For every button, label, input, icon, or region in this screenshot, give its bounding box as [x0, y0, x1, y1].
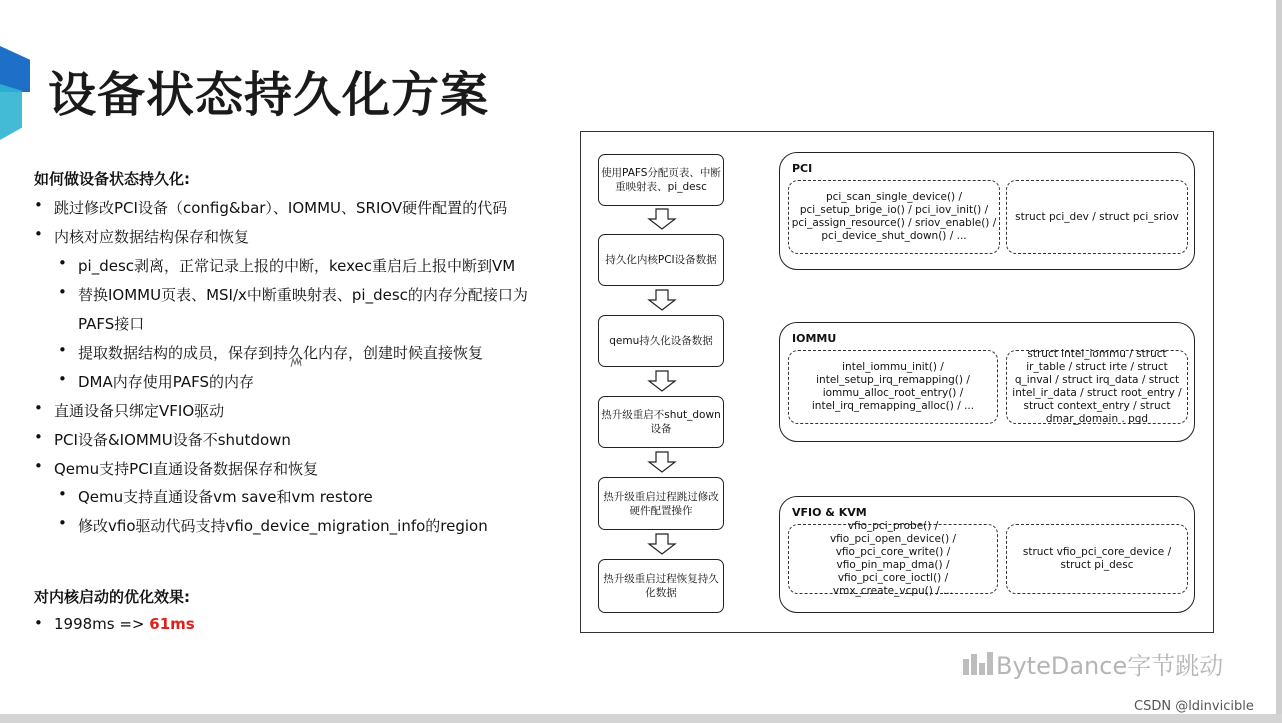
- section-heading-result: 对内核启动的优化效果:: [34, 588, 190, 606]
- flow-step: 使用PAFS分配页表、中断重映射表、pi_desc: [598, 154, 724, 206]
- struct-list: struct vfio_pci_core_device / struct pi_desc: [1006, 524, 1188, 594]
- bullet-dot: •: [34, 225, 43, 243]
- bullet-dot: •: [58, 370, 67, 388]
- bullet-dot: •: [58, 283, 67, 301]
- bytedance-logo: [962, 646, 1223, 681]
- struct-list: struct pci_dev / struct pci_sriov: [1006, 180, 1188, 254]
- csdn-watermark: CSDN @ldinvicible: [1134, 699, 1254, 714]
- section-heading-how: 如何做设备状态持久化:: [34, 170, 190, 188]
- bullet-text: 修改vfio驱动代码支持vfio_device_migration_info的region: [78, 517, 488, 535]
- bullet-text: 内核对应数据结构保存和恢复: [54, 228, 250, 246]
- bullet-text: 直通设备只绑定VFIO驱动: [54, 402, 225, 420]
- page-title: 设备状态持久化方案: [48, 67, 490, 123]
- window-edge-right: [1276, 0, 1282, 723]
- group-pci: [779, 152, 1195, 270]
- architecture-diagram: [580, 131, 1214, 633]
- bytedance-logo-icon: [962, 651, 996, 677]
- result-before: 1998ms =>: [54, 615, 150, 633]
- window-edge-bottom: [0, 714, 1282, 723]
- bullet-dot: •: [58, 514, 67, 532]
- down-arrow-icon: [647, 451, 677, 473]
- bullet-dot: •: [58, 341, 67, 359]
- bullet-text: Qemu支持PCI直通设备数据保存和恢复: [54, 460, 319, 478]
- flow-step: 持久化内核PCI设备数据: [598, 234, 724, 286]
- bullet-text: 替换IOMMU页表、MSI/x中断重映射表、pi_desc的内存分配接口为: [78, 286, 528, 304]
- bullet-dot: •: [34, 428, 43, 446]
- flow-step: 热升级重启不shut_down设备: [598, 396, 724, 448]
- struct-list: struct intel_iommu / struct ir_table / struct irte / struct q_inval / struct irq_data / struct intel_ir_data / struct root_entry / struct context_entry / struct dmar_domain . pgd: [1006, 350, 1188, 424]
- bullet-text: pi_desc剥离，正常记录上报的中断，kexec重启后上报中断到VM: [78, 257, 516, 275]
- decor-cyan-shape: [0, 84, 22, 140]
- group-label: VFIO & KVM: [792, 506, 867, 519]
- bullet-dot: •: [34, 457, 43, 475]
- result-after: 61ms: [149, 615, 195, 633]
- down-arrow-icon: [647, 370, 677, 392]
- result-line: [54, 615, 195, 633]
- down-arrow-icon: [647, 533, 677, 555]
- bullet-dot: •: [34, 614, 43, 632]
- bullet-text: DMA内存使用PAFS的内存: [78, 373, 254, 391]
- hand-cursor-icon: [288, 355, 306, 369]
- down-arrow-icon: [647, 208, 677, 230]
- group-iommu: [779, 322, 1195, 442]
- bullet-text: PCI设备&IOMMU设备不shutdown: [54, 431, 291, 449]
- bullet-text-continued: PAFS接口: [78, 315, 145, 333]
- decor-blue-shape: [0, 46, 30, 92]
- flow-step: 热升级重启过程跳过修改硬件配置操作: [598, 477, 724, 530]
- logo-text: ByteDance字节跳动: [996, 652, 1224, 680]
- flow-step: 热升级重启过程恢复持久化数据: [598, 559, 724, 613]
- bullet-dot: •: [34, 399, 43, 417]
- group-vfio-kvm: [779, 496, 1195, 613]
- bullet-dot: •: [34, 196, 43, 214]
- function-list: vfio_pci_probe() / vfio_pci_open_device() / vfio_pci_core_write() / vfio_pin_map_dma() / vfio_pci_core_ioctl() / vmx_create_vcpu() / ...: [788, 524, 998, 594]
- flow-step: qemu持久化设备数据: [598, 315, 724, 367]
- function-list: pci_scan_single_device() / pci_setup_brige_io() / pci_iov_init() / pci_assign_resource() / sriov_enable() / pci_device_shut_down() / ...: [788, 180, 1000, 254]
- group-label: IOMMU: [792, 332, 837, 345]
- group-label: PCI: [792, 162, 813, 175]
- down-arrow-icon: [647, 289, 677, 311]
- bullet-text: Qemu支持直通设备vm save和vm restore: [78, 488, 373, 506]
- bullet-text: 提取数据结构的成员，保存到持久化内存，创建时候直接恢复: [78, 344, 484, 362]
- bullet-text: 跳过修改PCI设备（config&bar）、IOMMU、SRIOV硬件配置的代码: [54, 199, 508, 217]
- bullet-dot: •: [58, 485, 67, 503]
- bullet-dot: •: [58, 254, 67, 272]
- function-list: intel_iommu_init() / intel_setup_irq_remapping() / iommu_alloc_root_entry() / intel_irq_remapping_alloc() / ...: [788, 350, 998, 424]
